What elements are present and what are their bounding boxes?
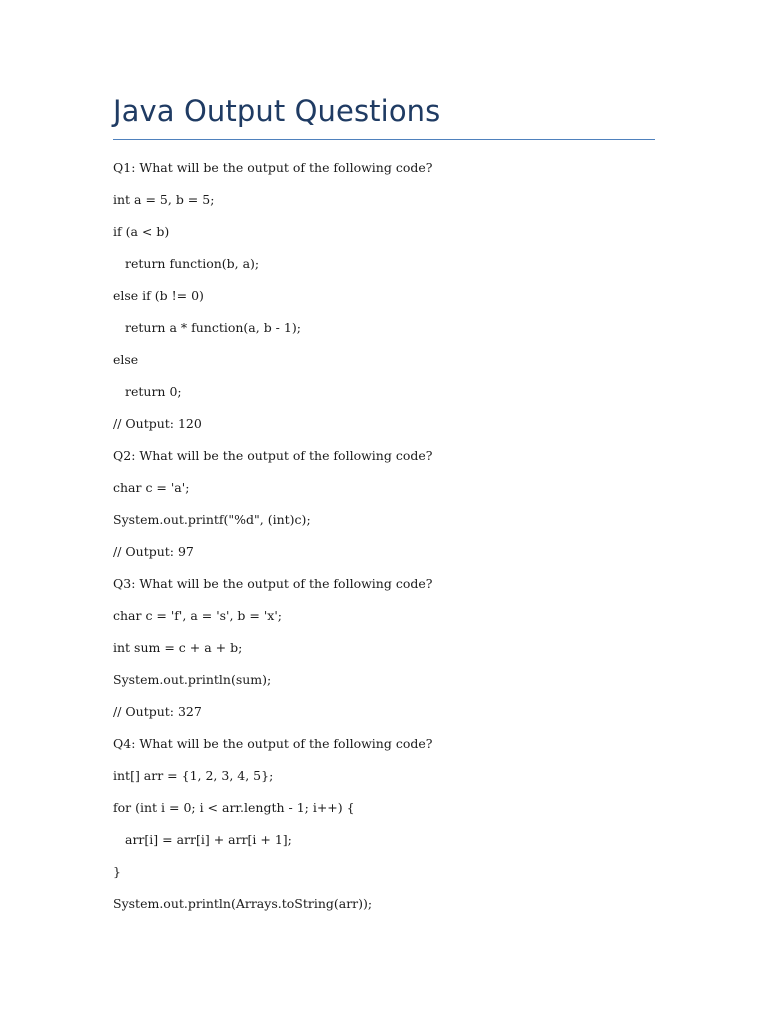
code-line: int sum = c + a + b;: [113, 640, 243, 655]
code-line: Q4: What will be the output of the following code?: [113, 736, 433, 751]
code-line: char c = 'a';: [113, 480, 190, 495]
document-body: [113, 160, 673, 928]
code-line: System.out.println(sum);: [113, 672, 272, 687]
code-line: return function(b, a);: [125, 256, 260, 271]
code-line: else if (b != 0): [113, 288, 204, 303]
code-line: Q2: What will be the output of the following code?: [113, 448, 433, 463]
code-line: // Output: 120: [113, 416, 202, 431]
code-line: }: [113, 864, 121, 879]
page-title: Java Output Questions: [113, 94, 441, 128]
code-line: char c = 'f', a = 's', b = 'x';: [113, 608, 282, 623]
code-line: Q1: What will be the output of the following code?: [113, 160, 433, 175]
code-line: // Output: 97: [113, 544, 194, 559]
title-divider: [113, 139, 655, 140]
code-line: if (a < b): [113, 224, 170, 239]
code-line: return a * function(a, b - 1);: [125, 320, 301, 335]
code-line: System.out.println(Arrays.toString(arr));: [113, 896, 373, 911]
code-line: else: [113, 352, 139, 367]
code-line: // Output: 327: [113, 704, 202, 719]
code-line: return 0;: [125, 384, 182, 399]
code-line: for (int i = 0; i < arr.length - 1; i++) {: [113, 800, 355, 815]
code-line: int[] arr = {1, 2, 3, 4, 5};: [113, 768, 274, 783]
code-line: System.out.printf("%d", (int)c);: [113, 512, 311, 527]
code-line: Q3: What will be the output of the following code?: [113, 576, 433, 591]
code-line: arr[i] = arr[i] + arr[i + 1];: [125, 832, 292, 847]
code-line: int a = 5, b = 5;: [113, 192, 215, 207]
